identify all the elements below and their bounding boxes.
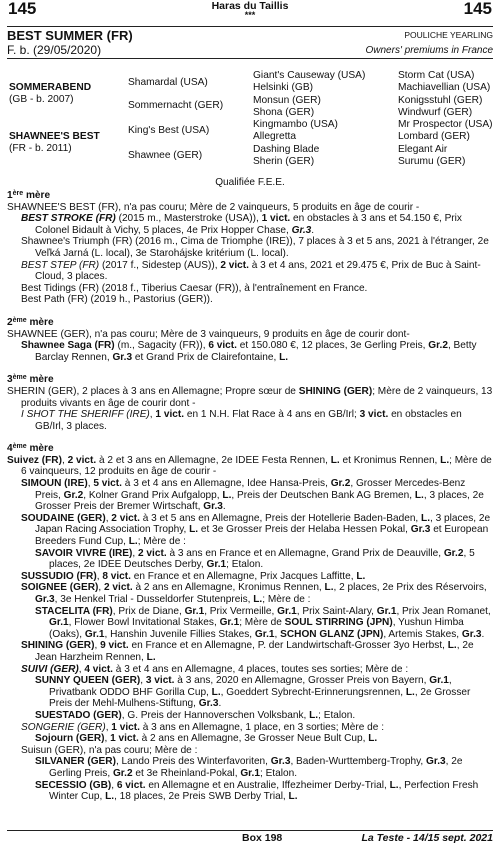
text-segment: 1 vict.	[111, 721, 140, 733]
dam4-line-15	[7, 756, 493, 779]
text-segment: L.	[309, 709, 319, 721]
dam4-line-8	[7, 640, 493, 663]
text-segment: Gr.1	[254, 628, 275, 640]
text-segment: L.	[128, 536, 138, 548]
dam1-produce-4: Best Tidings (FR) (2018 f., Tiberius Caesar (FR)), à l'entraînement en France.	[21, 282, 368, 294]
text-segment: 4 vict.	[84, 663, 113, 675]
text-segment: SAVOIR VIVRE (IRE)	[35, 547, 133, 559]
dam4-line-11	[7, 710, 493, 722]
text-segment: , Perfection Fresh Winter Cup,	[49, 779, 479, 803]
text-segment: ,	[140, 675, 146, 687]
text-segment: L.	[253, 594, 263, 605]
dam4-line-16	[7, 780, 493, 803]
text-segment: , Kolner Grand Prix Aufgalopp,	[83, 489, 223, 501]
text-segment: Sojourn (GER)	[35, 733, 105, 745]
text-segment: L.	[368, 733, 378, 745]
text-segment: L.	[414, 489, 424, 501]
text-segment: en France et en Allemagne, Prix Jacques Laffitte,	[130, 570, 357, 582]
pedigree-g3-5: Mr Prospector (USA)	[398, 119, 493, 130]
text-segment: ; Mère de :	[262, 594, 311, 605]
dam4-heading: 4ème mère	[7, 443, 54, 455]
text-segment: SOIGNEE (GER)	[21, 582, 99, 594]
pedigree-g3-6: Lombard (GER)	[398, 131, 470, 142]
text-segment: Gr.3	[426, 756, 446, 768]
text-segment: SONGERIE (GER)	[21, 721, 106, 733]
pedigree-dam: SHAWNEE'S BEST	[9, 131, 100, 142]
pedigree-dam-info: (FR - b. 2011)	[9, 143, 72, 154]
text-segment: L.	[440, 454, 450, 466]
text-segment: à 2 ans en Allemagne, 3e Grosser Neue Bult Cup,	[138, 733, 369, 745]
text-segment: à 2 et 3 ans en Allemagne, 2e IDEE Festa Rennen,	[96, 454, 331, 466]
pedigree-g3-2: Machiavellian (USA)	[398, 82, 491, 93]
text-segment: Gr.1	[206, 559, 227, 571]
text-segment: , Hanshin Juvenile Fillies Stakes,	[104, 628, 255, 640]
text-segment: ,	[274, 628, 281, 640]
text-segment: à 3 et 4 ans en Allemagne, 4 places, toutes ses sorties; Mère de :	[113, 663, 409, 675]
text-segment: Gr.3	[203, 501, 223, 513]
text-segment: 8 vict.	[102, 570, 131, 582]
text-segment: , Yushun Himba (Oaks),	[49, 617, 464, 640]
text-segment: à 3 ans en France et en Allemagne, Grand Prix de Deauville,	[166, 547, 444, 559]
dam4-line-7	[7, 606, 493, 641]
text-segment: L.	[356, 570, 366, 582]
text-segment: à 2 ans en Allemagne, Kronimus Rennen,	[132, 582, 325, 594]
dam1-produce-2: Shawnee's Triumph (FR) (2016 m., Cima de Triomphe (IRE)), 7 places à 3 et 5 ans, 2021 à l'étranger, 2e Veľká Jarná (L. local), 3e Starohájske kritérium (L. local).	[21, 236, 489, 259]
page-footer	[7, 830, 493, 847]
text-segment: , 3 places, 2e Grosser Preis der Bremer Wirtschaft,	[35, 489, 484, 513]
text-segment: Gr.2	[443, 547, 464, 559]
dam2-intro: SHAWNEE (GER), n'a pas couru; Mère de 3 vainqueurs, 9 produits en âge de courir dont-	[7, 328, 410, 340]
pedigree-g2-2: Helsinki (GB)	[253, 82, 314, 93]
text-segment: Gr.2	[112, 767, 133, 779]
text-segment: 2 vict.	[111, 512, 140, 524]
text-segment: 5 vict.	[93, 478, 122, 490]
text-segment: à 3 et 5 ans en Allemagne, Preis der Hotellerie Baden-Baden,	[139, 512, 422, 524]
text-segment: 1 vict.	[110, 733, 139, 745]
text-segment: Gr.1	[277, 605, 297, 617]
text-segment: L.	[405, 686, 415, 698]
consignor-name: Haras du Taillis	[211, 0, 289, 12]
text-segment: 2 vict.	[104, 582, 133, 594]
dam4-line-13	[7, 733, 493, 745]
text-segment: , 2e Jean Harzheim Rennen,	[35, 640, 474, 663]
text-segment: SUIVI (GER)	[21, 663, 79, 675]
pedigree-sire-info: (GB - b. 2007)	[9, 94, 74, 105]
dam4-line-3	[7, 513, 493, 548]
text-segment: , 5 places, 2e IDEE Deutsches Derby,	[49, 547, 475, 571]
pedigree-g2-4: Shona (GER)	[253, 107, 315, 118]
consignor-stars: ***	[244, 10, 256, 20]
text-segment: L.	[288, 791, 298, 803]
consignor-block	[0, 1, 500, 19]
text-segment: Gr.3	[35, 594, 55, 605]
text-segment: Gr.1	[219, 617, 240, 629]
text-segment: , Prix Saint-Alary,	[296, 605, 377, 617]
text-segment: SECESSIO (GB)	[35, 779, 112, 791]
text-segment: à 3 et 4 ans en Allemagne, Idee Hansa-Preis,	[121, 478, 331, 490]
horse-name: BEST SUMMER (FR)	[7, 28, 133, 43]
text-segment: SCHON GLANZ (JPN)	[280, 628, 384, 640]
dam4-line-14: Suisun (GER), n'a pas couru; Mère de :	[21, 744, 198, 756]
text-segment: , 3 places, 2e Japan Racing Association Trophy,	[35, 512, 491, 536]
pedigree-g1-3: King's Best (USA)	[128, 125, 210, 136]
text-segment: Gr.1	[429, 675, 449, 687]
text-segment: ,	[132, 547, 139, 559]
text-segment: .	[218, 698, 222, 710]
text-segment: ,	[94, 640, 101, 652]
pedigree-g2-7: Dashing Blade	[253, 144, 320, 155]
text-segment: , Baden-Wurttemberg-Trophy,	[290, 756, 427, 768]
text-segment: STACELITA (FR)	[35, 605, 113, 617]
footer-box: Box 198	[242, 832, 283, 844]
text-segment: ; Mère de	[239, 617, 285, 629]
pedigree-g1-1: Shamardal (USA)	[128, 77, 208, 88]
text-segment: Gr.1	[49, 617, 69, 629]
text-segment: SUNNY QUEEN (GER)	[35, 675, 141, 687]
text-segment: ,	[111, 779, 117, 791]
dam1-heading: 1ère mère	[7, 190, 51, 201]
pedigree-g3-1: Storm Cat (USA)	[398, 70, 475, 81]
text-segment: et 3e Grosser Preis der Helaba Hessen Pokal,	[198, 524, 411, 536]
pedigree-g2-1: Giant's Causeway (USA)	[253, 70, 366, 81]
text-segment: SOUDAINE (GER)	[21, 512, 106, 524]
pedigree-g2-8: Sherin (GER)	[253, 156, 315, 167]
horse-header	[7, 26, 493, 59]
text-segment: à 3 ans, 2020 en Allemagne, Grosser Preis von Bayern,	[174, 675, 430, 687]
text-segment: SILVANER (GER)	[35, 756, 116, 768]
text-segment: SIMOUN (IRE)	[21, 478, 88, 490]
text-segment: Gr.1	[240, 767, 260, 779]
text-segment: ,	[104, 733, 111, 745]
family-section	[7, 190, 493, 803]
text-segment: Gr.2	[330, 478, 351, 490]
dam4-line-2	[7, 478, 493, 513]
text-segment: ,	[87, 478, 94, 490]
text-segment: 9 vict.	[100, 640, 129, 652]
pedigree-g3-3: Konigsstuhl (GER)	[398, 95, 483, 106]
text-segment: , Preis der Deutschen Bank AG Bremen,	[231, 489, 415, 501]
owners-premiums: Owners' premiums in France	[365, 45, 493, 56]
text-segment: .	[481, 628, 485, 640]
text-segment: Gr.3	[270, 756, 291, 768]
pedigree-g2-3: Monsun (GER)	[253, 95, 321, 106]
text-segment: ; Mère de 6 vainqueurs, 12 produits en âge de courir -	[21, 454, 492, 478]
pedigree-g3-4: Windwurf (GER)	[398, 107, 473, 118]
dam2-produce-1: Shawnee Saga (FR) (m., Sagacity (FR)), 6 vict. et 150.080 €, 12 places, 3e Gerling Preis, Gr.2, Betty Barclay Rennen, Gr.3 et Grand Prix de Clairefontaine, L.	[21, 340, 477, 363]
text-segment: , Grosser Mercedes-Benz Preis,	[35, 478, 466, 501]
text-segment: Gr.1	[184, 605, 205, 617]
text-segment: 6 vict.	[116, 779, 146, 791]
text-segment: , 2 places, 2e Prix des Réservoirs,	[333, 582, 487, 594]
text-segment: L.	[211, 686, 221, 698]
pedigree-g1-2: Sommernacht (GER)	[128, 100, 224, 111]
lot-number-left: 145	[8, 0, 37, 18]
text-segment: Gr.3	[410, 524, 431, 536]
text-segment: , Flower Bowl Invitational Stakes,	[68, 617, 220, 629]
pedigree-g2-5: Kingmambo (USA)	[253, 119, 338, 130]
text-segment: 2 vict.	[67, 454, 97, 466]
dam4-line-4	[7, 548, 493, 571]
horse-description: F. b. (29/05/2020)	[7, 43, 102, 57]
text-segment: à 3 ans en Allemagne, 1 place, en 3 sorties; Mère de :	[139, 721, 385, 733]
text-segment: ,	[61, 454, 68, 466]
text-segment: ,	[96, 570, 103, 582]
text-segment: et European Breeders Fund Cup,	[35, 524, 489, 548]
text-segment: 2 vict.	[138, 547, 167, 559]
text-segment: et Kronimus Rennen,	[339, 454, 441, 466]
text-segment: ; Mère de :	[137, 536, 186, 548]
text-segment: L.	[105, 791, 115, 803]
text-segment: ,	[78, 663, 85, 675]
dam4-line-9	[7, 664, 493, 676]
text-segment: , 2e Gerling Preis,	[49, 756, 463, 779]
text-segment: L.	[447, 640, 457, 652]
text-segment: SOUL STIRRING (JPN)	[284, 617, 393, 629]
text-segment: Gr.1	[376, 605, 397, 617]
text-segment: , G. Preis der Hannoverschen Volksbank,	[121, 709, 310, 721]
text-segment: , Artemis Stakes,	[383, 628, 462, 640]
dam3-intro: SHERIN (GER), 2 places à 3 ans en Allemagne; Propre sœur de SHINING (GER); Mère de 2 vainqueurs, 13 produits vivants en âge de courir dont -	[7, 385, 493, 409]
dam3-produce-1: I SHOT THE SHERIFF (IRE), 1 vict. en 1 N.H. Flat Race à 4 ans en GB/Irl; 3 vict. en obstacles en GB/Irl, 3 places.	[21, 409, 462, 432]
text-segment: , Prix Jean Romanet,	[396, 605, 491, 617]
text-segment: , 3e Henkel Trial - Dusseldorfer Stutenpreis,	[54, 594, 254, 605]
text-segment: , Privatbank ODDO BHF Gorilla Cup,	[49, 675, 452, 698]
dam1-produce-1: BEST STROKE (FR) (2015 m., Masterstroke (USA)), 1 vict. en obstacles à 3 ans et 54.150 €, Prix Colonel Bidault à Vichy, 5 places, 4e Prix Hopper Chase, Gr.3.	[21, 213, 462, 236]
pedigree-g3-7: Elegant Air	[398, 144, 448, 155]
dam1-produce-5: Best Path (FR) (2019 h., Pastorius (GER)).	[21, 294, 213, 306]
text-segment: L.	[421, 512, 431, 524]
text-segment: ; Etalon.	[259, 767, 298, 779]
dam1-intro: SHAWNEE'S BEST (FR), n'a pas couru; Mère de 2 vainqueurs, 5 produits en âge de courir -	[7, 201, 420, 213]
text-segment: , 18 places, 2e Preis SWB Derby Trial,	[114, 791, 289, 803]
text-segment: L.	[146, 651, 156, 663]
text-segment: en France et en Allemagne, P. der Landwirtschaft-Grosser 3yo Herbst,	[128, 640, 448, 652]
horse-category: POULICHE YEARLING	[404, 30, 493, 40]
text-segment: L.	[330, 454, 340, 466]
pedigree-g1-4: Shawnee (GER)	[128, 150, 203, 161]
text-segment: ,	[98, 582, 105, 594]
text-segment: Suivez (FR)	[7, 454, 62, 466]
pedigree-g3-8: Surumu (GER)	[398, 156, 466, 167]
dam4-line-1	[7, 455, 493, 478]
dam2-heading: 2ème mère	[7, 316, 54, 328]
text-segment: Gr.3	[198, 698, 219, 710]
text-segment: et 3e Rheinland-Pokal,	[132, 767, 241, 779]
text-segment: , Lando Preis des Winterfavoriten,	[115, 756, 271, 768]
dam4-line-12	[7, 722, 493, 734]
text-segment: SHINING (GER)	[21, 640, 95, 652]
text-segment: ; Etalon.	[318, 709, 356, 721]
text-segment: ; Etalon.	[226, 559, 264, 571]
dam4-line-10	[7, 675, 493, 710]
text-segment: SUESTADO (GER)	[35, 709, 122, 721]
text-segment: L.	[324, 582, 334, 594]
text-segment: ,	[105, 721, 112, 733]
text-segment: ,	[105, 512, 112, 524]
dam3-heading: 3ème mère	[7, 374, 54, 386]
text-segment: en Allemagne et en Australie, Iffezheimer Derby-Trial,	[145, 779, 390, 791]
pedigree-g2-6: Allegretta	[253, 131, 297, 142]
text-segment: , Goeddert Sybrecht-Erinnerungsrennen,	[220, 686, 406, 698]
pedigree-table	[7, 70, 500, 168]
lot-number-right: 145	[463, 0, 492, 18]
text-segment: L.	[389, 779, 399, 791]
text-segment: Gr.3	[461, 628, 482, 640]
dam4-line-6	[7, 582, 493, 605]
text-segment: .	[222, 501, 226, 513]
text-segment: SUSSUDIO (FR)	[21, 570, 97, 582]
dam1-produce-3: BEST STEP (FR) (2017 f., Sidestep (AUS)), 2 vict. à 3 et 4 ans, 2021 et 29.475 €, Prix de Buc à Saint-Cloud, 3 places.	[21, 259, 481, 283]
text-segment: Gr.1	[84, 628, 105, 640]
text-segment: , Prix Vermeille,	[204, 605, 278, 617]
text-segment: Gr.2	[63, 489, 84, 501]
pedigree-sire: SOMMERABEND	[9, 82, 92, 93]
qualification: Qualifiée F.E.E.	[215, 177, 285, 188]
text-segment: 3 vict.	[145, 675, 175, 687]
dam4-line-5	[7, 571, 493, 583]
text-segment: , 2e Grosser Preis der Mehl-Mulhens-Stiftung,	[49, 686, 471, 710]
text-segment: , Prix de Diane,	[112, 605, 185, 617]
text-segment: L.	[189, 524, 199, 536]
text-segment: L.	[222, 489, 232, 501]
footer-sale: La Teste - 14/15 sept. 2021	[361, 832, 493, 844]
